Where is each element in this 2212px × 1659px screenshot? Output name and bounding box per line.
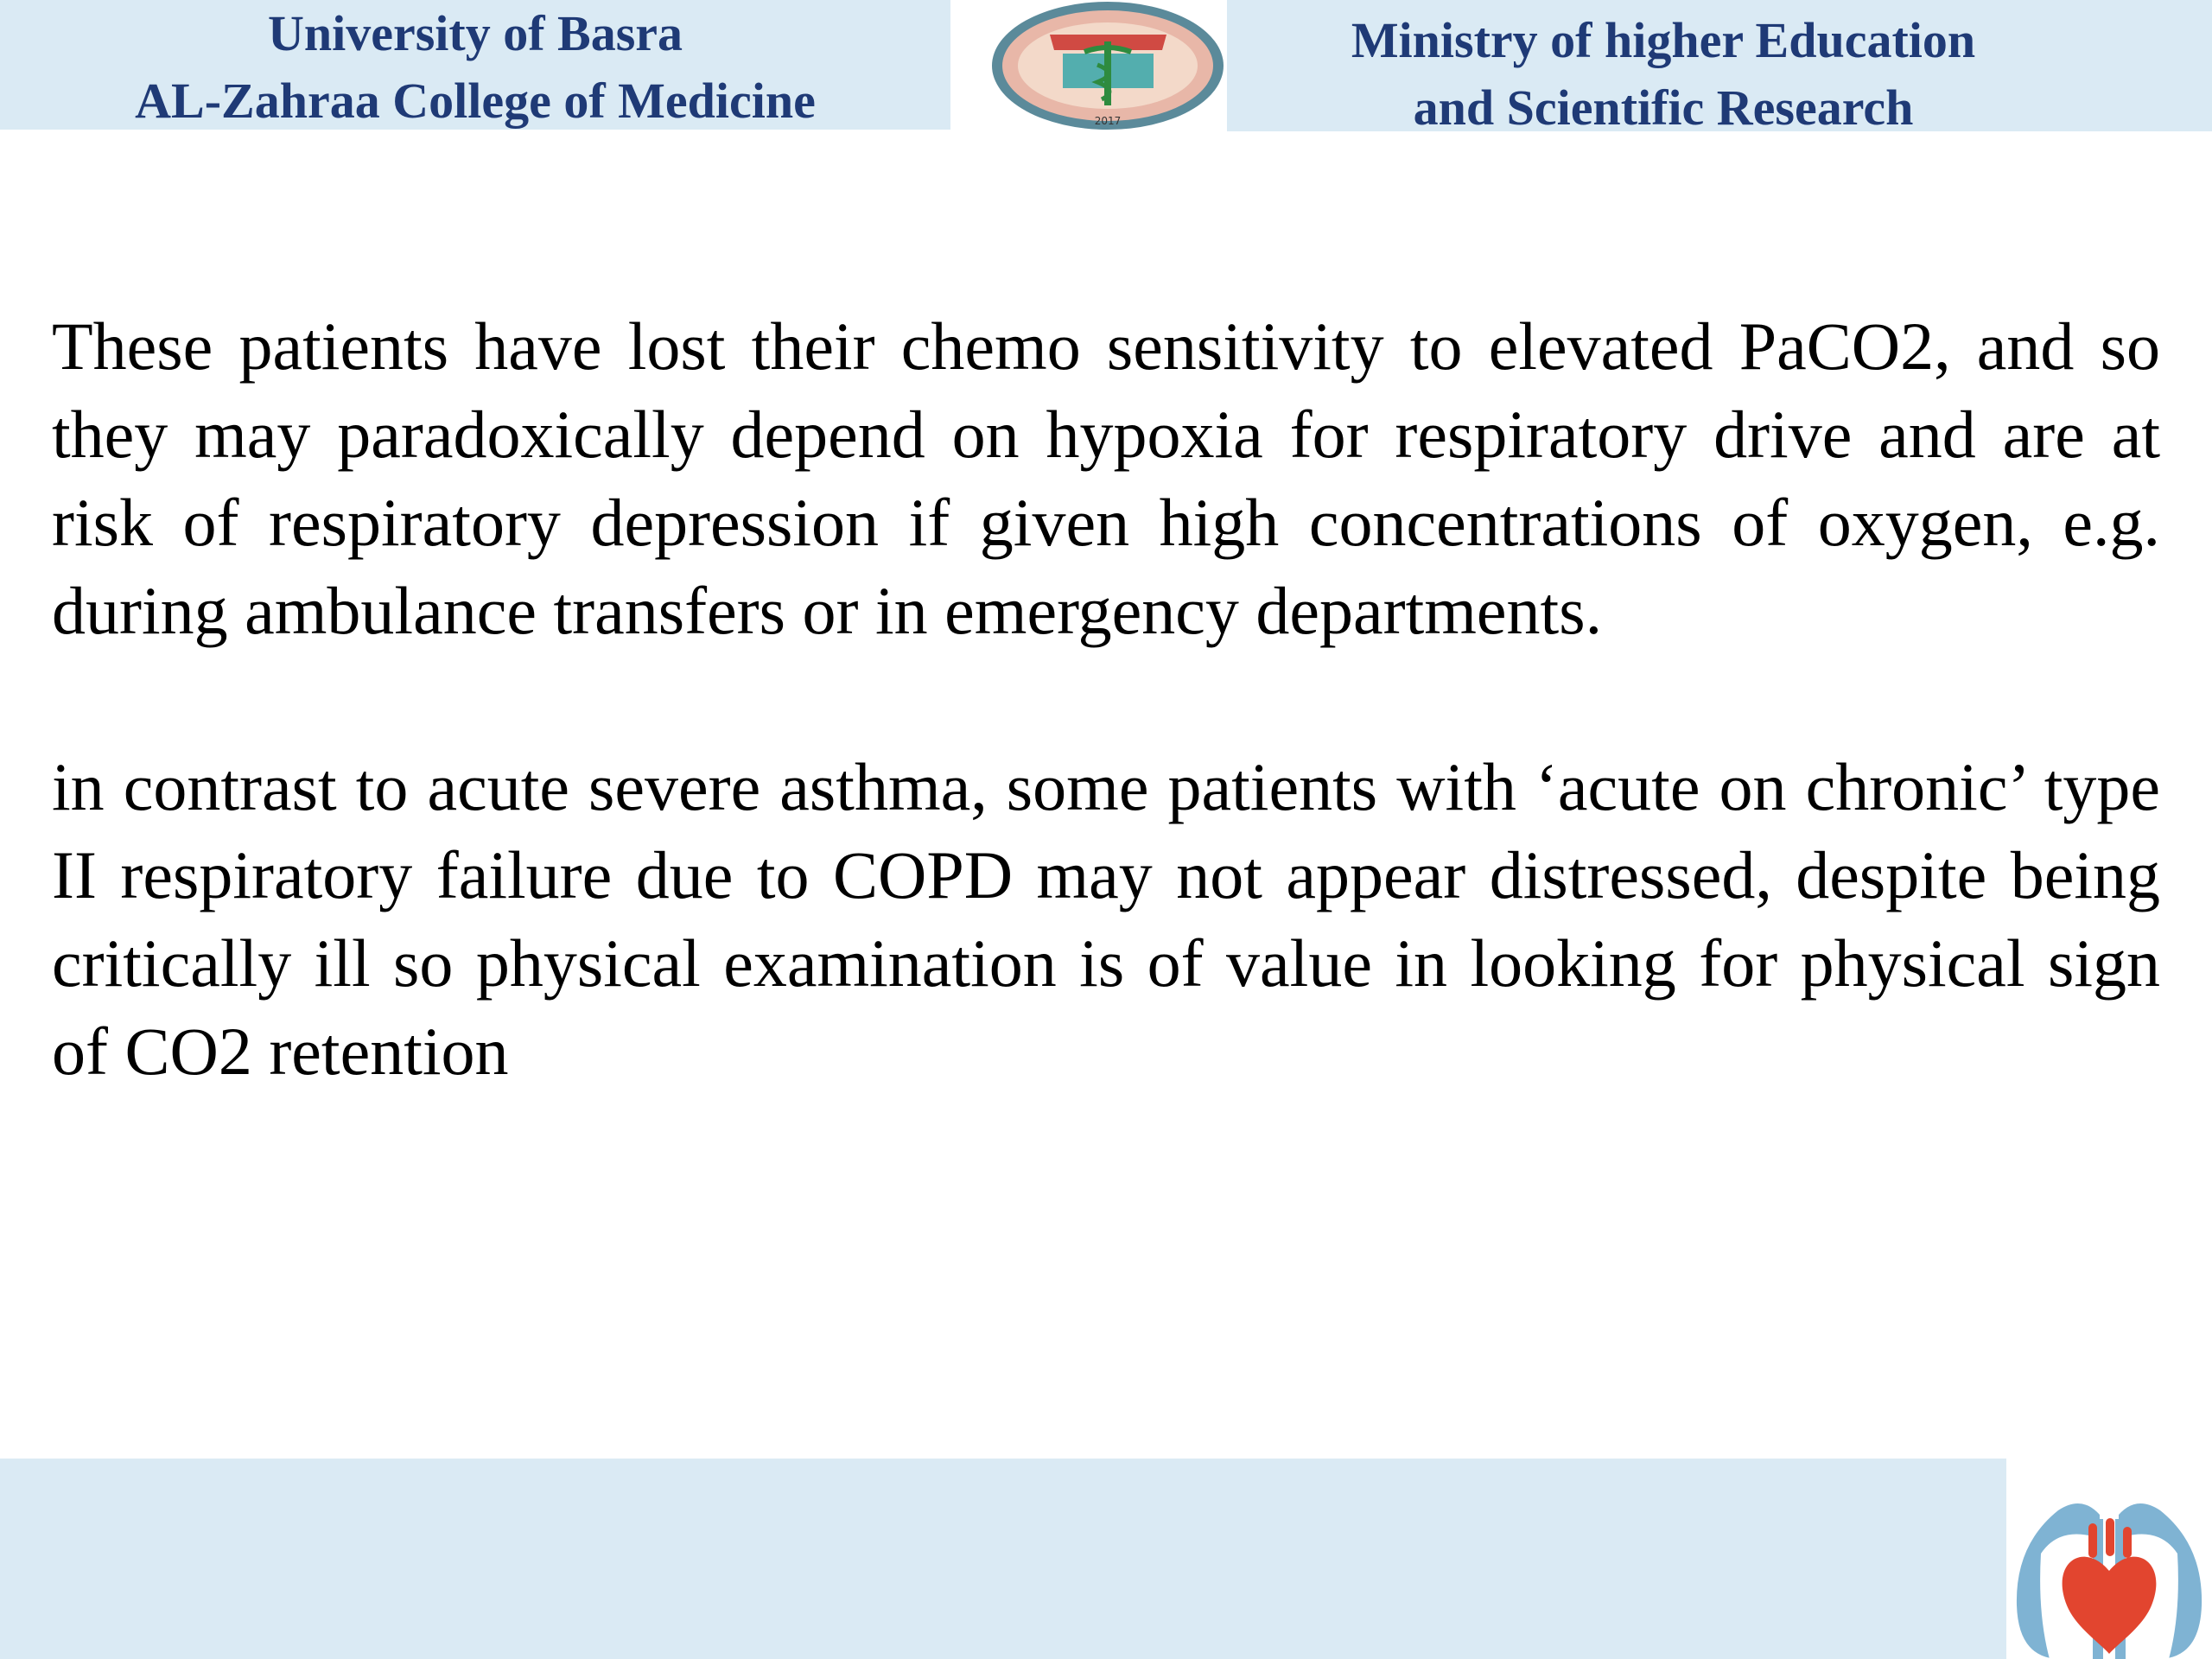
paragraph-2: in contrast to acute severe asthma, some patients with ‘acute on chronic’ type II respiratory failure due to COPD may not appear distressed, despite being critically ill so physical examination is of value in looking for physical sign of CO2 retention [52, 749, 2160, 1089]
logo-year: 2017 [1094, 115, 1122, 127]
lungs-heart-icon [2006, 1459, 2212, 1659]
college-seal-icon [989, 0, 1227, 131]
header-ministry [1227, 0, 2212, 136]
ministry-line2: and Scientific Research [1413, 79, 1914, 136]
slide-body [52, 302, 2160, 1096]
ministry-line1: Ministry of higher Education [1351, 12, 1976, 68]
footer-band [0, 1459, 2006, 1659]
paragraph-1: These patients have lost their chemo sensitivity to elevated PaCO2, and so they may paradoxically depend on hypoxia for respiratory drive and are at risk of respiratory depression if given high concentrations of oxygen, e.g. during ambulance transfers or in emergency departments. [52, 308, 2160, 648]
university-name: University of Basra [267, 5, 683, 61]
header-university [0, 0, 950, 130]
college-name: AL-Zahraa College of Medicine [135, 73, 816, 129]
